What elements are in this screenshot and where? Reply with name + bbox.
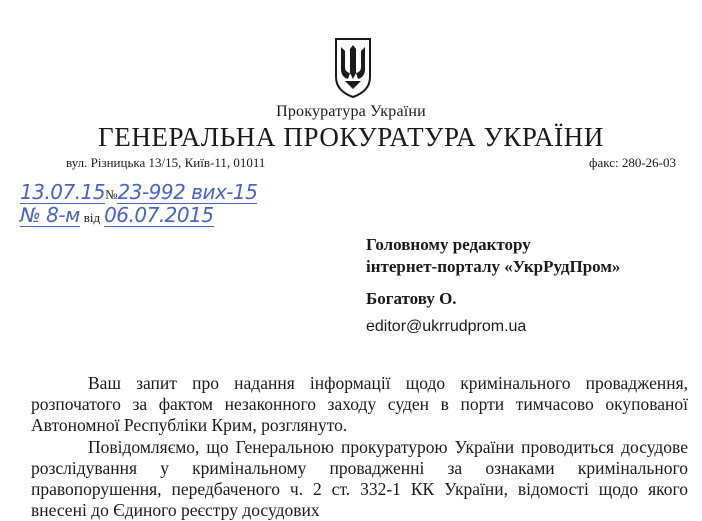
tryzub-coat-of-arms-icon <box>333 37 373 99</box>
outgoing-number: 23-992 вих-15 <box>117 180 258 204</box>
department-name: Прокуратура України <box>276 103 426 120</box>
from-label: від <box>83 210 101 225</box>
outgoing-date: 13.07.15 <box>20 180 106 204</box>
outgoing-registration <box>20 181 257 204</box>
recipient-email: editor@ukrrudprom.ua <box>366 318 527 335</box>
recipient-position: Головному редактору <box>366 235 531 254</box>
incoming-registration <box>20 204 214 227</box>
body-paragraph-2: Повідомляємо, що Генеральною прокуратурою України проводиться досудове розслідування у кримінальному провадженні за ознаками кримінального правопорушення, передбаченого ч. 2 ст. 332-1 КК України, відомості щодо якого внесені до Єдиного реєстру досудових <box>31 437 688 520</box>
body-paragraph-1: Ваш запит про надання інформації щодо кримінального провадження, розпочатого за фактом незаконного заходу суден в порти тимчасово окупованої Автономної Республіки Крим, розглянуто. <box>31 373 688 435</box>
office-address: вул. Різницька 13/15, Київ-11, 01011 <box>66 155 266 170</box>
recipient-name: Богатову О. <box>366 289 457 308</box>
recipient-organization: інтернет-порталу «УкрРудПром» <box>366 257 621 276</box>
document-title: ГЕНЕРАЛЬНА ПРОКУРАТУРА УКРАЇНИ <box>98 122 604 152</box>
fax-number: факс: 280-26-03 <box>589 155 676 170</box>
incoming-number: № 8-м <box>20 203 80 227</box>
incoming-date: 06.07.2015 <box>104 203 214 227</box>
number-label: № <box>105 187 118 202</box>
